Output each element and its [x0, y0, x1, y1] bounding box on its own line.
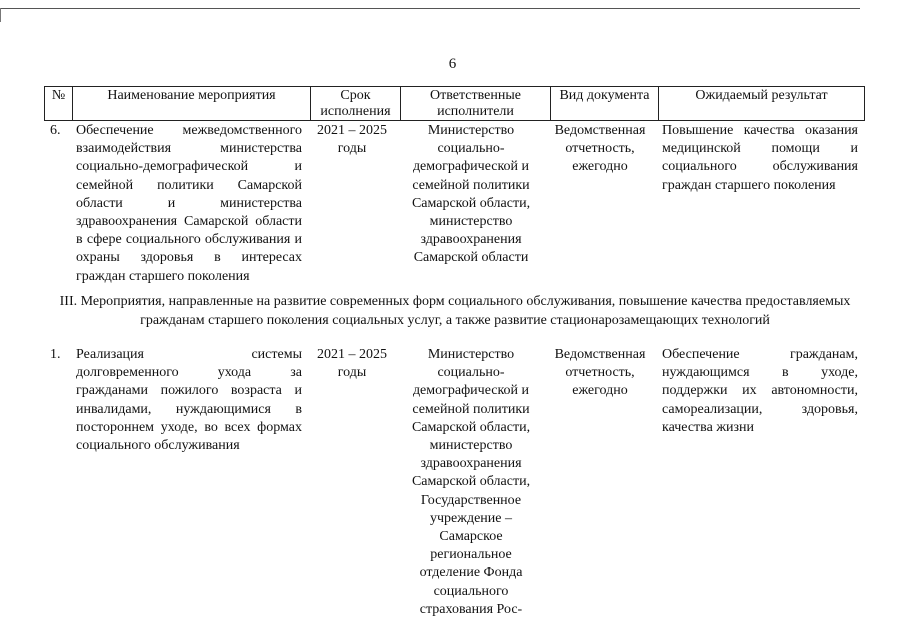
scan-border-line [0, 8, 860, 9]
row6-responsible: Министерство социально-демографической и семейной политики Самарской области, министерство здравоохранения Самарской области [411, 123, 531, 266]
row1-name: Реализация системы долговременного ухода за гражданами пожилого возраста и инвалидами, нуждающимися в постороннем уходе, во всех формах социального обслуживания [76, 347, 302, 454]
header-responsible: Ответственные исполнители [401, 87, 551, 121]
row1-num: 1. [50, 347, 61, 362]
row1-term: 2021 – 2025 годы [317, 347, 387, 381]
row1-responsible: Министерство социально-демографической и семейной политики Самарской области, министерство здравоохранения Самарской области, Государственное учреждение – Самарское региональное отделение Фонда социального страхования Рос- [411, 347, 531, 617]
table-header-row [45, 87, 865, 121]
row6-name: Обеспечение межведомственного взаимодействия министерства социально-демографической и семейной политики Самарской области и министерства здравоохранения Самарской области в сфере социального обслуживания и охраны здоровья в интересах граждан старшего поколения [76, 123, 302, 284]
section-3-title: III. Мероприятия, направленные на развитие современных форм социального обслуживания, повышение качества предоставляемых гражданам старшего поколения социальных услуг, а также развитие стационарозамещающих технологий [59, 294, 851, 328]
row6-doc-type: Ведомственная отчетность, ежегодно [554, 123, 646, 175]
header-doc-type: Вид документа [551, 87, 659, 121]
row6-result: Повышение качества оказания медицинской помощи и социального обслуживания граждан старшего поколения [662, 123, 858, 193]
row1-doc-type: Ведомственная отчетность, ежегодно [554, 347, 646, 399]
header-result: Ожидаемый результат [659, 87, 865, 121]
row6-term: 2021 – 2025 годы [317, 123, 387, 157]
scan-border-edge [0, 8, 1, 22]
header-num: № [45, 87, 73, 121]
row6-num: 6. [50, 123, 61, 138]
header-name: Наименование мероприятия [73, 87, 311, 121]
row1-result: Обеспечение гражданам, нуждающимся в уходе, поддержки их автономности, самореализации, здоровья, качества жизни [662, 347, 858, 435]
header-term: Срок исполнения [311, 87, 401, 121]
page-number: 6 [448, 56, 457, 72]
table-header [44, 86, 865, 121]
